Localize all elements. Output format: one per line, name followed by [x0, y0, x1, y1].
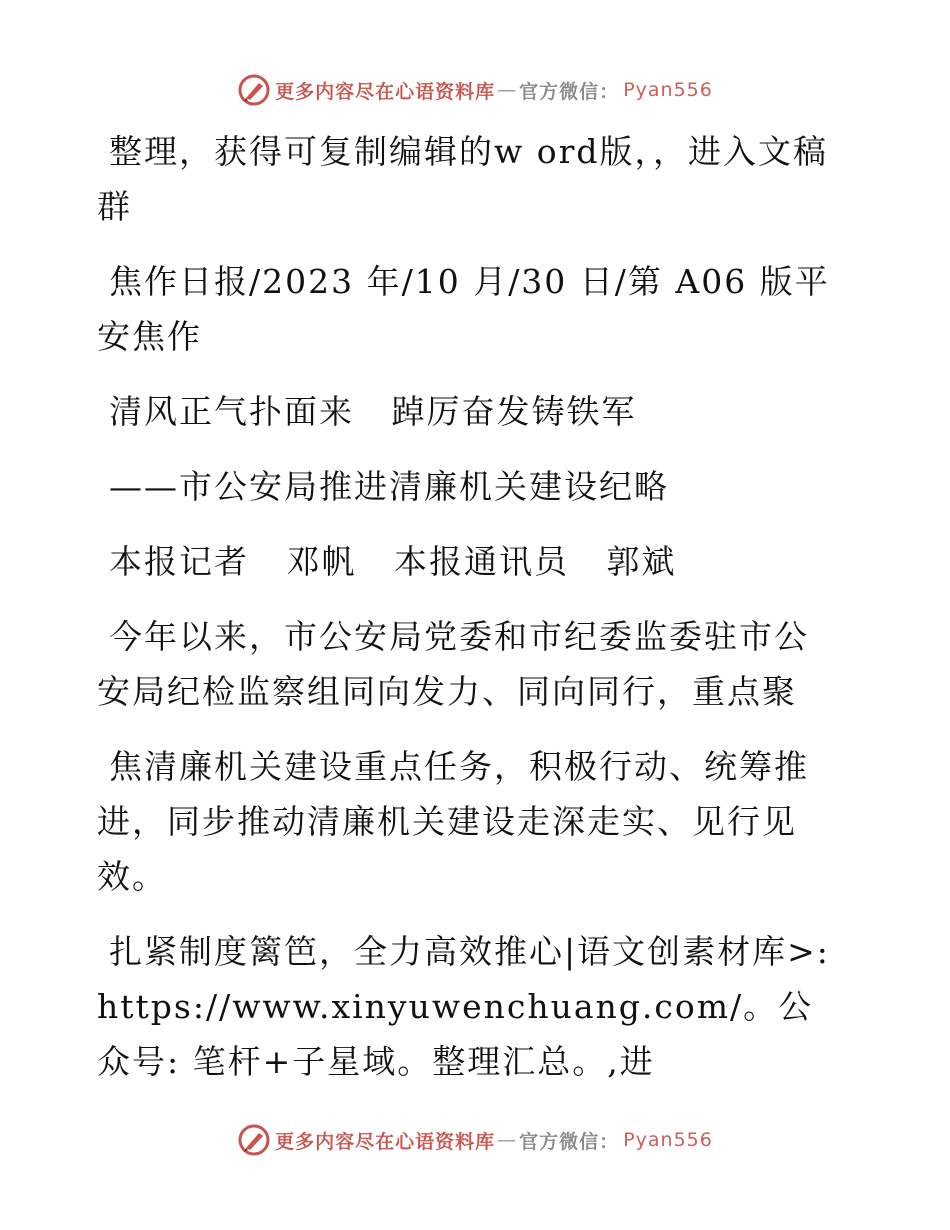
pen-logo-icon [237, 73, 271, 107]
header-watermark [0, 70, 950, 110]
footer-watermark [0, 1120, 950, 1160]
intro-paragraph: 整理，获得可复制编辑的w ord版，，进入文稿群 [97, 132, 829, 226]
body-paragraph-1: 今年以来，市公安局党委和市纪委监委驻市公安局纪检监察组同向发力、同向同行，重点聚 [97, 617, 809, 711]
watermark-wechat-id: Pyan556 [623, 1129, 713, 1151]
document-body [97, 124, 837, 1109]
watermark-separator: — [497, 1129, 518, 1151]
watermark-brand: 更多内容尽在心语资料库 [275, 1130, 496, 1153]
watermark-brand: 更多内容尽在心语资料库 [275, 80, 496, 103]
watermark-wechat-id: Pyan556 [623, 79, 713, 101]
watermark-separator: — [497, 79, 518, 101]
watermark-official-label: 官方微信： [519, 80, 620, 103]
pen-logo-icon [237, 1123, 271, 1157]
source-line: 焦作日报/2023 年/10 月/30 日/第 A06 版平安焦作 [97, 262, 830, 356]
body-paragraph-3: 扎紧制度篱笆，全力高效推心|语文创素材库>: https://www.xinyuwenchuang.com/。公众号: 笔杆+子星域。整理汇总。,进 [97, 932, 830, 1081]
article-title: 清风正气扑面来 踔厉奋发铸铁军 [109, 392, 637, 431]
article-byline: 本报记者 邓帆 本报通讯员 郭斌 [109, 542, 677, 581]
watermark-official-label: 官方微信： [519, 1130, 620, 1153]
article-subtitle: ——市公安局推进清廉机关建设纪略 [109, 467, 669, 506]
body-paragraph-2: 焦清廉机关建设重点任务，积极行动、统筹推进，同步推动清廉机关建设走深走实、见行见效。 [97, 747, 809, 896]
